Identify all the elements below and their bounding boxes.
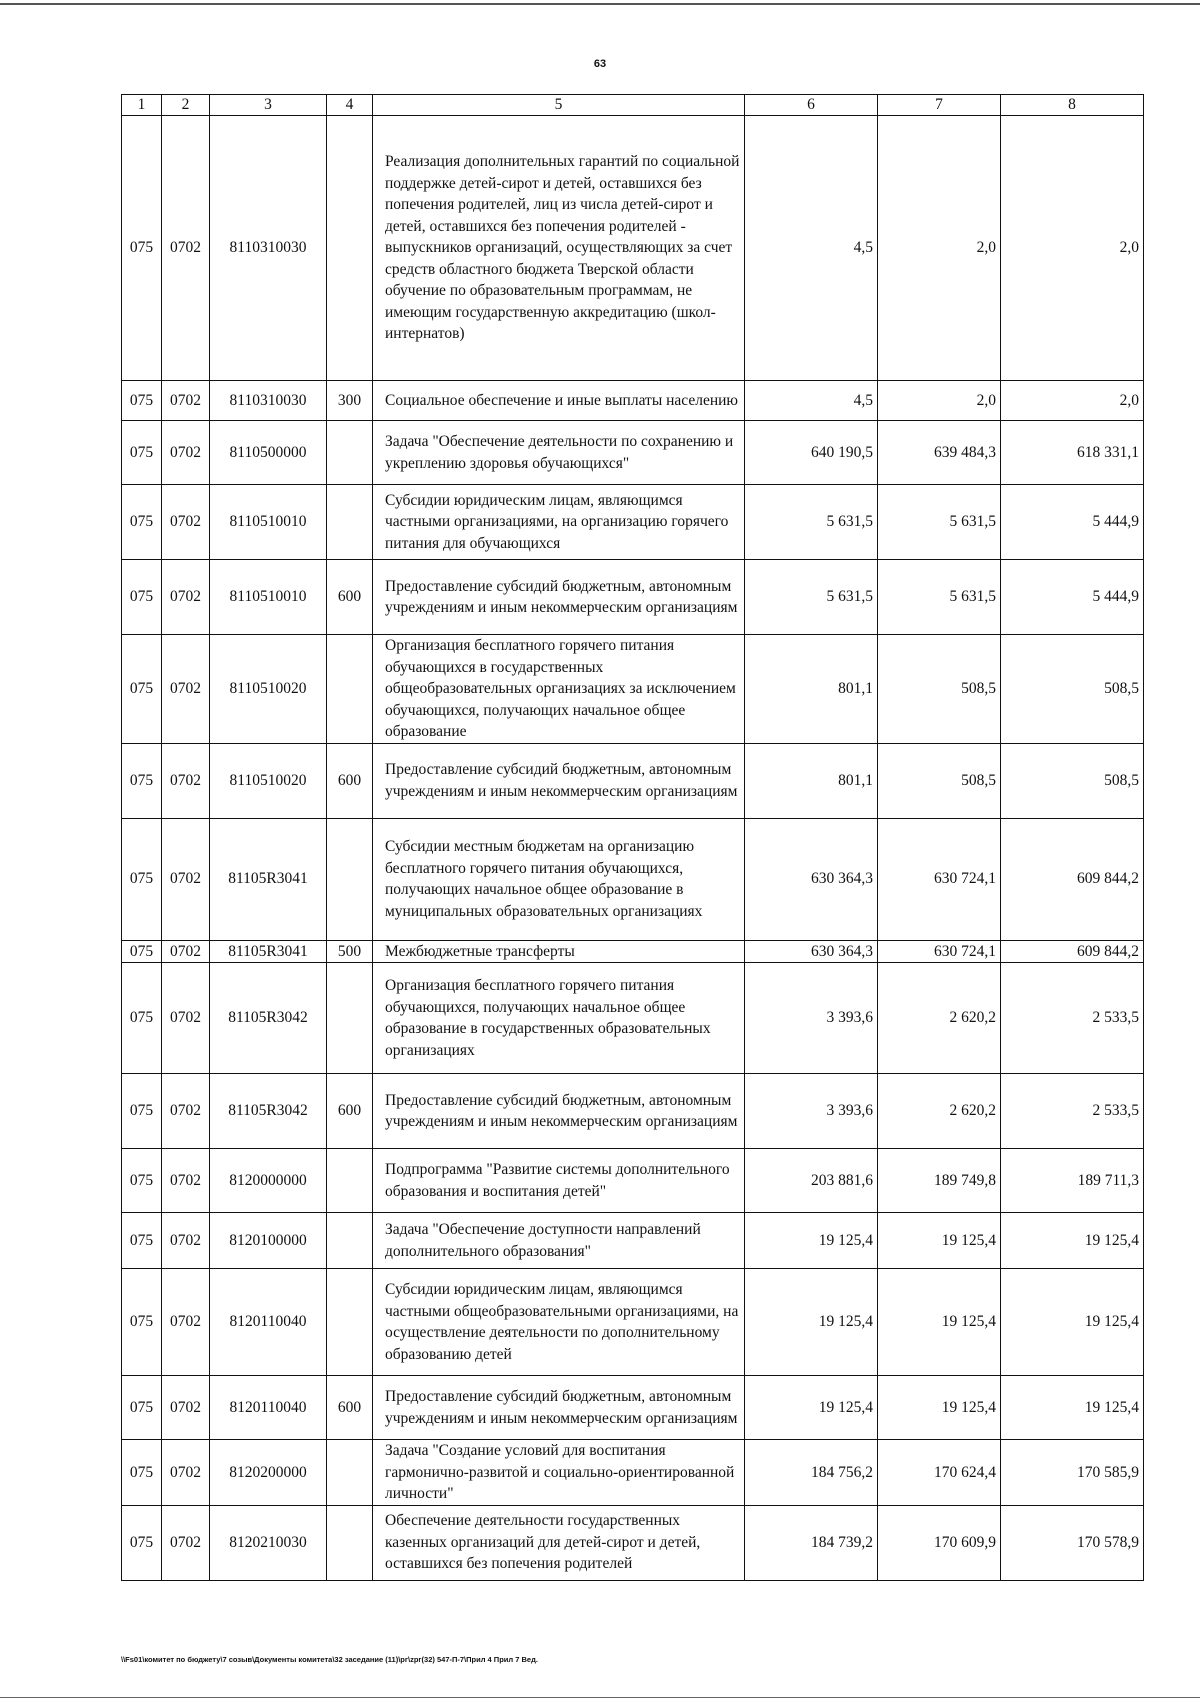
cell-description: Субсидии юридическим лицам, являющимся частными организациями, на организацию горячего питания для обучающихся bbox=[373, 485, 745, 560]
table-row bbox=[122, 421, 1144, 485]
cell-amount-col7: 5 631,5 bbox=[878, 560, 1001, 635]
cell-description: Реализация дополнительных гарантий по социальной поддержке детей-сирот и детей, оставшихся без попечения родителей, лиц из числа детей-сирот и детей, оставшихся без попечения родителей - выпускников организаций, осуществляющих за счет средств областного бюджета Тверской области обучение по образовательным программам, не имеющим государственную аккредитацию (школ-интернатов) bbox=[373, 116, 745, 381]
cell-amount-col7: 19 125,4 bbox=[878, 1269, 1001, 1376]
cell-target-article: 8110510020 bbox=[210, 743, 327, 818]
cell-target-article: 8110510010 bbox=[210, 560, 327, 635]
cell-description: Задача "Обеспечение деятельности по сохранению и укреплению здоровья обучающихся" bbox=[373, 421, 745, 485]
cell-expense-type bbox=[327, 1440, 373, 1506]
cell-amount-col6: 5 631,5 bbox=[745, 485, 878, 560]
cell-amount-col7: 639 484,3 bbox=[878, 421, 1001, 485]
cell-ved-code: 075 bbox=[122, 421, 162, 485]
header-row bbox=[122, 95, 1144, 116]
cell-expense-type: 600 bbox=[327, 1376, 373, 1440]
cell-amount-col8: 508,5 bbox=[1001, 743, 1144, 818]
cell-amount-col6: 19 125,4 bbox=[745, 1213, 878, 1269]
cell-amount-col6: 3 393,6 bbox=[745, 1074, 878, 1149]
cell-ved-code: 075 bbox=[122, 1074, 162, 1149]
cell-target-article: 8120110040 bbox=[210, 1376, 327, 1440]
cell-section-code: 0702 bbox=[162, 381, 210, 421]
cell-amount-col7: 2 620,2 bbox=[878, 963, 1001, 1074]
cell-amount-col6: 640 190,5 bbox=[745, 421, 878, 485]
cell-amount-col7: 170 609,9 bbox=[878, 1505, 1001, 1580]
cell-amount-col7: 2 620,2 bbox=[878, 1074, 1001, 1149]
file-path-footer: \\Fs01\комитет по бюджету\7 созыв\Документы комитета\32 заседание (11)\рг\zрг(32) 547-П-7\Прил 4 Прил 7 Вед. bbox=[121, 1655, 538, 1664]
cell-expense-type bbox=[327, 635, 373, 744]
cell-amount-col8: 170 585,9 bbox=[1001, 1440, 1144, 1506]
table-row bbox=[122, 1149, 1144, 1213]
table-row bbox=[122, 560, 1144, 635]
table-row bbox=[122, 963, 1144, 1074]
cell-amount-col8: 19 125,4 bbox=[1001, 1376, 1144, 1440]
cell-amount-col7: 630 724,1 bbox=[878, 818, 1001, 940]
cell-target-article: 8110310030 bbox=[210, 381, 327, 421]
cell-description: Организация бесплатного горячего питания обучающихся, получающих начальное общее образование в государственных образовательных организациях bbox=[373, 963, 745, 1074]
cell-section-code: 0702 bbox=[162, 818, 210, 940]
cell-description: Предоставление субсидий бюджетным, автономным учреждениям и иным некоммерческим организациям bbox=[373, 1074, 745, 1149]
cell-amount-col8: 609 844,2 bbox=[1001, 940, 1144, 963]
column-header: 5 bbox=[373, 95, 745, 116]
table-row bbox=[122, 1213, 1144, 1269]
cell-amount-col8: 609 844,2 bbox=[1001, 818, 1144, 940]
cell-section-code: 0702 bbox=[162, 1505, 210, 1580]
cell-amount-col8: 5 444,9 bbox=[1001, 560, 1144, 635]
cell-target-article: 8110310030 bbox=[210, 116, 327, 381]
cell-ved-code: 075 bbox=[122, 116, 162, 381]
column-header: 2 bbox=[162, 95, 210, 116]
cell-target-article: 8120100000 bbox=[210, 1213, 327, 1269]
cell-expense-type bbox=[327, 1213, 373, 1269]
cell-description: Задача "Создание условий для воспитания гармонично-развитой и социально-ориентированной личности" bbox=[373, 1440, 745, 1506]
cell-target-article: 81105R3042 bbox=[210, 1074, 327, 1149]
cell-description: Подпрограмма "Развитие системы дополнительного образования и воспитания детей" bbox=[373, 1149, 745, 1213]
cell-description: Предоставление субсидий бюджетным, автономным учреждениям и иным некоммерческим организациям bbox=[373, 560, 745, 635]
cell-section-code: 0702 bbox=[162, 1149, 210, 1213]
cell-ved-code: 075 bbox=[122, 485, 162, 560]
cell-description: Субсидии юридическим лицам, являющимся частными общеобразовательными организациями, на осуществление деятельности по дополнительному образованию детей bbox=[373, 1269, 745, 1376]
cell-ved-code: 075 bbox=[122, 818, 162, 940]
cell-amount-col6: 4,5 bbox=[745, 381, 878, 421]
cell-amount-col8: 2 533,5 bbox=[1001, 1074, 1144, 1149]
cell-section-code: 0702 bbox=[162, 485, 210, 560]
cell-amount-col7: 2,0 bbox=[878, 116, 1001, 381]
cell-amount-col8: 2,0 bbox=[1001, 381, 1144, 421]
cell-amount-col8: 5 444,9 bbox=[1001, 485, 1144, 560]
cell-amount-col7: 508,5 bbox=[878, 635, 1001, 744]
cell-section-code: 0702 bbox=[162, 560, 210, 635]
table-body bbox=[122, 116, 1144, 1581]
cell-amount-col8: 19 125,4 bbox=[1001, 1269, 1144, 1376]
table-row bbox=[122, 818, 1144, 940]
cell-section-code: 0702 bbox=[162, 743, 210, 818]
cell-expense-type: 600 bbox=[327, 743, 373, 818]
table-row bbox=[122, 635, 1144, 744]
cell-amount-col6: 630 364,3 bbox=[745, 940, 878, 963]
cell-ved-code: 075 bbox=[122, 963, 162, 1074]
column-header: 4 bbox=[327, 95, 373, 116]
cell-description: Организация бесплатного горячего питания обучающихся в государственных общеобразовательных организациях за исключением обучающихся, получающих начальное общее образование bbox=[373, 635, 745, 744]
cell-ved-code: 075 bbox=[122, 1269, 162, 1376]
cell-ved-code: 075 bbox=[122, 635, 162, 744]
table-row bbox=[122, 116, 1144, 381]
cell-target-article: 81105R3041 bbox=[210, 818, 327, 940]
cell-ved-code: 075 bbox=[122, 1440, 162, 1506]
cell-ved-code: 075 bbox=[122, 1376, 162, 1440]
cell-amount-col6: 3 393,6 bbox=[745, 963, 878, 1074]
cell-ved-code: 075 bbox=[122, 1505, 162, 1580]
cell-section-code: 0702 bbox=[162, 421, 210, 485]
cell-amount-col6: 801,1 bbox=[745, 743, 878, 818]
cell-ved-code: 075 bbox=[122, 940, 162, 963]
table-row bbox=[122, 1376, 1144, 1440]
table-row bbox=[122, 743, 1144, 818]
cell-expense-type: 300 bbox=[327, 381, 373, 421]
column-header: 1 bbox=[122, 95, 162, 116]
cell-target-article: 8110510010 bbox=[210, 485, 327, 560]
cell-target-article: 81105R3042 bbox=[210, 963, 327, 1074]
column-header: 3 bbox=[210, 95, 327, 116]
cell-expense-type bbox=[327, 1269, 373, 1376]
bottom-divider bbox=[0, 1697, 1200, 1698]
cell-amount-col8: 2,0 bbox=[1001, 116, 1144, 381]
table-row bbox=[122, 1440, 1144, 1506]
cell-amount-col8: 618 331,1 bbox=[1001, 421, 1144, 485]
cell-target-article: 8110510020 bbox=[210, 635, 327, 744]
cell-amount-col6: 801,1 bbox=[745, 635, 878, 744]
cell-description: Предоставление субсидий бюджетным, автономным учреждениям и иным некоммерческим организациям bbox=[373, 1376, 745, 1440]
cell-ved-code: 075 bbox=[122, 560, 162, 635]
cell-ved-code: 075 bbox=[122, 743, 162, 818]
cell-description: Субсидии местным бюджетам на организацию бесплатного горячего питания обучающихся, получающих начальное общее образование в муниципальных образовательных организациях bbox=[373, 818, 745, 940]
cell-section-code: 0702 bbox=[162, 1269, 210, 1376]
cell-target-article: 8120000000 bbox=[210, 1149, 327, 1213]
cell-amount-col7: 189 749,8 bbox=[878, 1149, 1001, 1213]
cell-ved-code: 075 bbox=[122, 1213, 162, 1269]
cell-section-code: 0702 bbox=[162, 1440, 210, 1506]
cell-amount-col6: 203 881,6 bbox=[745, 1149, 878, 1213]
budget-table bbox=[121, 94, 1144, 1581]
cell-amount-col6: 630 364,3 bbox=[745, 818, 878, 940]
cell-ved-code: 075 bbox=[122, 1149, 162, 1213]
table-row bbox=[122, 1074, 1144, 1149]
cell-amount-col8: 170 578,9 bbox=[1001, 1505, 1144, 1580]
cell-amount-col8: 508,5 bbox=[1001, 635, 1144, 744]
cell-amount-col8: 19 125,4 bbox=[1001, 1213, 1144, 1269]
cell-ved-code: 075 bbox=[122, 381, 162, 421]
cell-section-code: 0702 bbox=[162, 963, 210, 1074]
table-row bbox=[122, 485, 1144, 560]
cell-amount-col7: 2,0 bbox=[878, 381, 1001, 421]
cell-section-code: 0702 bbox=[162, 1213, 210, 1269]
cell-section-code: 0702 bbox=[162, 635, 210, 744]
cell-amount-col7: 19 125,4 bbox=[878, 1213, 1001, 1269]
top-divider bbox=[0, 3, 1200, 5]
cell-amount-col6: 184 756,2 bbox=[745, 1440, 878, 1506]
cell-amount-col8: 189 711,3 bbox=[1001, 1149, 1144, 1213]
cell-amount-col6: 19 125,4 bbox=[745, 1376, 878, 1440]
cell-section-code: 0702 bbox=[162, 1074, 210, 1149]
cell-expense-type: 600 bbox=[327, 560, 373, 635]
column-header: 7 bbox=[878, 95, 1001, 116]
cell-amount-col6: 184 739,2 bbox=[745, 1505, 878, 1580]
cell-amount-col8: 2 533,5 bbox=[1001, 963, 1144, 1074]
cell-target-article: 8110500000 bbox=[210, 421, 327, 485]
cell-section-code: 0702 bbox=[162, 116, 210, 381]
cell-expense-type bbox=[327, 485, 373, 560]
table-row bbox=[122, 940, 1144, 963]
cell-target-article: 8120110040 bbox=[210, 1269, 327, 1376]
cell-amount-col7: 508,5 bbox=[878, 743, 1001, 818]
cell-description: Задача "Обеспечение доступности направлений дополнительного образования" bbox=[373, 1213, 745, 1269]
cell-amount-col7: 170 624,4 bbox=[878, 1440, 1001, 1506]
cell-expense-type bbox=[327, 1505, 373, 1580]
cell-amount-col6: 19 125,4 bbox=[745, 1269, 878, 1376]
cell-target-article: 81105R3041 bbox=[210, 940, 327, 963]
table-row bbox=[122, 1505, 1144, 1580]
cell-amount-col7: 19 125,4 bbox=[878, 1376, 1001, 1440]
cell-expense-type bbox=[327, 963, 373, 1074]
cell-target-article: 8120210030 bbox=[210, 1505, 327, 1580]
cell-description: Социальное обеспечение и иные выплаты населению bbox=[373, 381, 745, 421]
cell-expense-type bbox=[327, 116, 373, 381]
cell-description: Обеспечение деятельности государственных казенных организаций для детей-сирот и детей, оставшихся без попечения родителей bbox=[373, 1505, 745, 1580]
cell-amount-col7: 630 724,1 bbox=[878, 940, 1001, 963]
cell-expense-type: 500 bbox=[327, 940, 373, 963]
cell-expense-type: 600 bbox=[327, 1074, 373, 1149]
column-header: 8 bbox=[1001, 95, 1144, 116]
cell-description: Предоставление субсидий бюджетным, автономным учреждениям и иным некоммерческим организациям bbox=[373, 743, 745, 818]
cell-amount-col6: 4,5 bbox=[745, 116, 878, 381]
cell-target-article: 8120200000 bbox=[210, 1440, 327, 1506]
table-row bbox=[122, 381, 1144, 421]
cell-amount-col6: 5 631,5 bbox=[745, 560, 878, 635]
cell-expense-type bbox=[327, 1149, 373, 1213]
page-number: 63 bbox=[593, 58, 607, 70]
cell-amount-col7: 5 631,5 bbox=[878, 485, 1001, 560]
cell-section-code: 0702 bbox=[162, 1376, 210, 1440]
cell-section-code: 0702 bbox=[162, 940, 210, 963]
column-header: 6 bbox=[745, 95, 878, 116]
cell-expense-type bbox=[327, 421, 373, 485]
cell-expense-type bbox=[327, 818, 373, 940]
cell-description: Межбюджетные трансферты bbox=[373, 940, 745, 963]
table-row bbox=[122, 1269, 1144, 1376]
